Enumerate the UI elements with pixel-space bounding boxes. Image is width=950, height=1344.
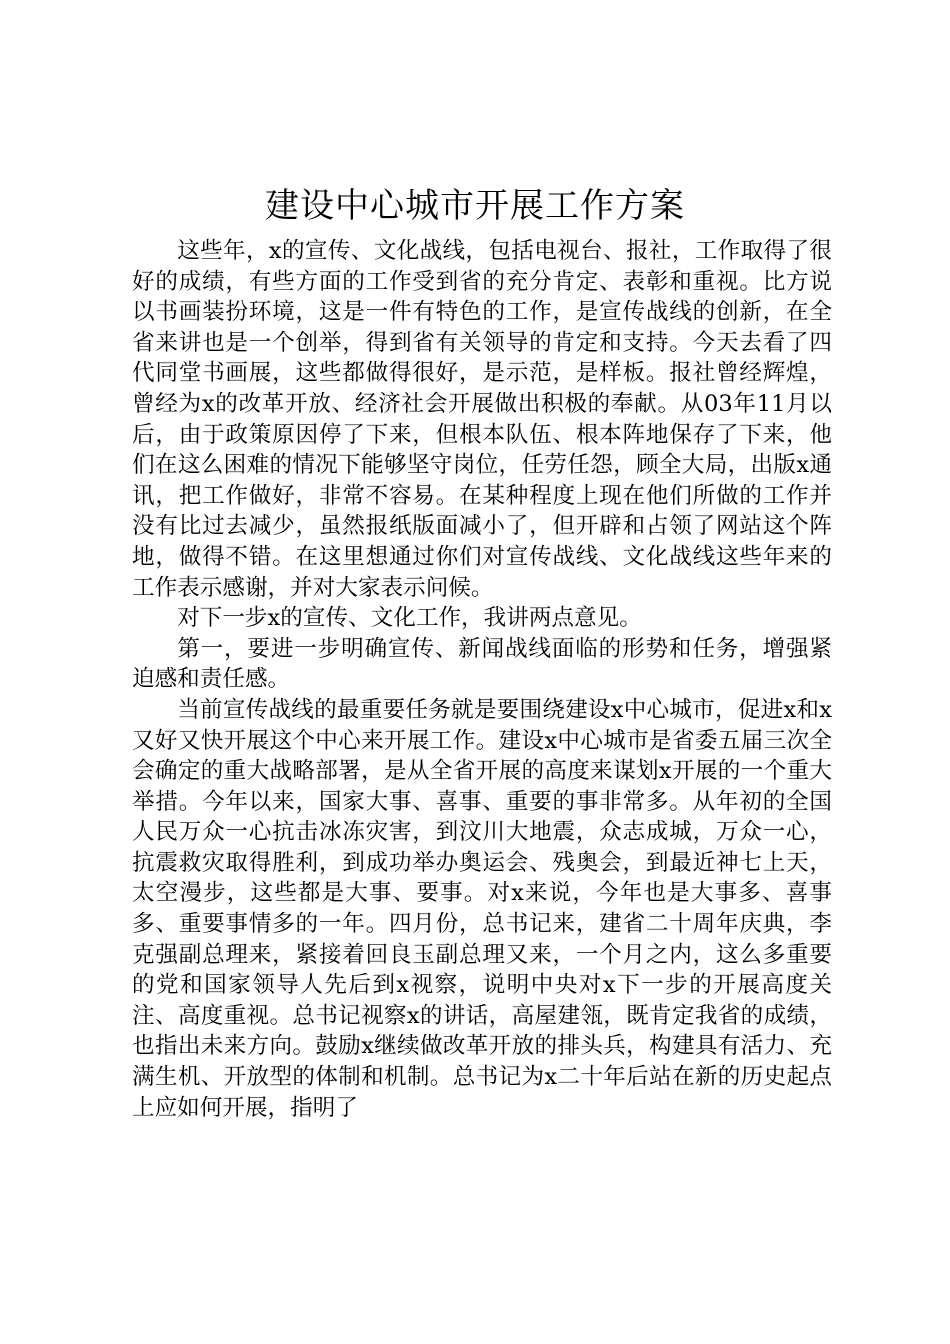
paragraph-1: 这些年，x的宣传、文化战线，包括电视台、报社，工作取得了很好的成绩，有些方面的工作受到省的充分肯定、表彰和重视。比方说以书画装扮环境，这是一件有特色的工作，是宣传战线的创新，在全省来讲也是一个创举，得到省有关领导的肯定和支持。今天去看了四代同堂书画展，这些都做得很好，是示范，是样板。报社曾经辉煌，曾经为x的改革开放、经济社会开展做出积极的奉献。从03年11月以后，由于政策原因停了下来，但根本队伍、根本阵地保存了下来，他们在这么困难的情况下能够坚守岗位，任劳任怨，顾全大局，出版x通讯，把工作做好，非常不容易。在某种程度上现在他们所做的工作并没有比过去减少，虽然报纸版面减小了，但开辟和占领了网站这个阵地，做得不错。在这里想通过你们对宣传战线、文化战线这些年来的工作表示感谢，并对大家表示问候。 <box>132 238 832 601</box>
document-title: 建设中心城市开展工作方案 <box>265 186 685 226</box>
paragraph-2: 对下一步x的宣传、文化工作，我讲两点意见。 <box>177 605 642 632</box>
paragraph-4: 当前宣传战线的最重要任务就是要围绕建设x中心城市，促进x和x又好又快开展这个中心来开展工作。建设x中心城市是省委五届三次全会确定的重大战略部署，是从全省开展的高度来谋划x开展的一个重大举措。今年以来，国家大事、喜事、重要的事非常多。从年初的全国人民万众一心抗击冰冻灾害，到汶川大地震，众志成城，万众一心，抗震救灾取得胜利，到成功举办奥运会、残奥会，到最近神七上天，太空漫步，这些都是大事、要事。对x来说，今年也是大事多、喜事多、重要事情多的一年。四月份，总书记来，建省二十周年庆典，李克强副总理来，紧接着回良玉副总理又来，一个月之内，这么多重要的党和国家领导人先后到x视察，说明中央对x下一步的开展高度关注、高度重视。总书记视察x的讲话，高屋建瓴，既肯定我省的成绩，也指出未来方向。鼓励x继续做改革开放的排头兵，构建具有活力、充满生机、开放型的体制和机制。总书记为x二十年后站在新的历史起点上应如何开展，指明了 <box>132 696 832 1121</box>
document-body <box>132 236 832 1123</box>
paragraph-3: 第一，要进一步明确宣传、新闻战线面临的形势和任务，增强紧迫感和责任感。 <box>132 635 832 693</box>
